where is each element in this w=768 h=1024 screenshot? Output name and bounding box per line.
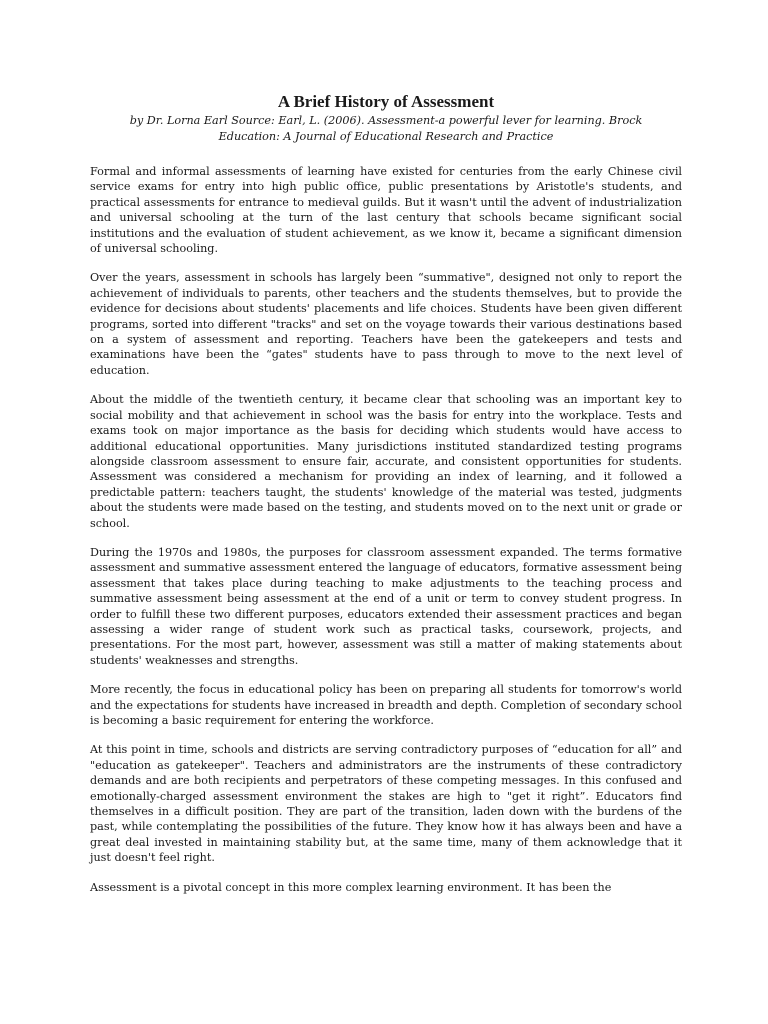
byline-line-1: by Dr. Lorna Earl Source: Earl, L. (2006). Assessment-a powerful lever for learning. Brock: [129, 114, 643, 127]
paragraph: At this point in time, schools and districts are serving contradictory purposes of “education for all” and "education as gatekeeper". Teachers and administrators are the instruments of these contradictory demands and are both recipients and perpetrators of these competing messages. In this confused and emotionally-charged assessment environment the stakes are high to "get it right”. Educators find themselves in a difficult position. They are part of the transition, laden down with the burdens of the past, while contemplating the possibilities of the future. They know how it has always been and have a great deal invested in maintaining stability but, at the same time, many of them acknowledge that it just doesn't feel right.: [90, 743, 682, 865]
document-title: A Brief History of Assessment: [277, 92, 495, 111]
byline-line-2: Education: A Journal of Educational Research and Practice: [218, 130, 554, 143]
paragraph: About the middle of the twentieth century, it became clear that schooling was an important key to social mobility and that achievement in school was the basis for entry into the workplace. Tests and exams took on major importance as the basis for deciding which students would have access to additional educational opportunities. Many jurisdictions instituted standardized testing programs alongside classroom assessment to ensure fair, accurate, and consistent opportunities for students. Assessment was considered a mechanism for providing an index of learning, and it followed a predictable pattern: teachers taught, the students' knowledge of the material was tested, judgments about the students were made based on the testing, and students moved on to the next unit or grade or school.: [90, 393, 682, 530]
document-byline: [90, 113, 682, 145]
paragraph: During the 1970s and 1980s, the purposes for classroom assessment expanded. The terms formative assessment and summative assessment entered the language of educators, formative assessment being assessment that takes place during teaching to make adjustments to the teaching process and summative assessment being assessment at the end of a unit or term to convey student progress. In order to fulfill these two different purposes, educators extended their assessment practices and began assessing a wider range of student work such as practical tasks, coursework, projects, and presentations. For the most part, however, assessment was still a matter of making statements about students' weaknesses and strengths.: [90, 545, 682, 667]
paragraph: Over the years, assessment in schools has largely been “summative", designed not only to report the achievement of individuals to parents, other teachers and the students themselves, but to provide the evidence for decisions about students' placements and life choices. Students have been given different programs, sorted into different "tracks" and set on the voyage towards their various destinations based on a system of assessment and reporting. Teachers have been the gatekeepers and tests and examinations have been the “gates" students have to pass through to move to the next level of education.: [90, 271, 682, 377]
paragraph: Assessment is a pivotal concept in this more complex learning environment. It has been the: [90, 880, 612, 894]
paragraph: More recently, the focus in educational policy has been on preparing all students for tomorrow's world and the expectations for students have increased in breadth and depth. Completion of secondary school is becoming a basic requirement for entering the workforce.: [90, 683, 682, 727]
paragraph: Formal and informal assessments of learning have existed for centuries from the early Chinese civil service exams for entry into high public office, public presentations by Aristotle's students, and practical assessments for entrance to medieval guilds. But it wasn't until the advent of industrialization and universal schooling at the turn of the last century that schools became significant social institutions and the evaluation of student achievement, as we know it, became a significant dimension of universal schooling.: [90, 165, 682, 256]
document-page: [90, 92, 682, 895]
